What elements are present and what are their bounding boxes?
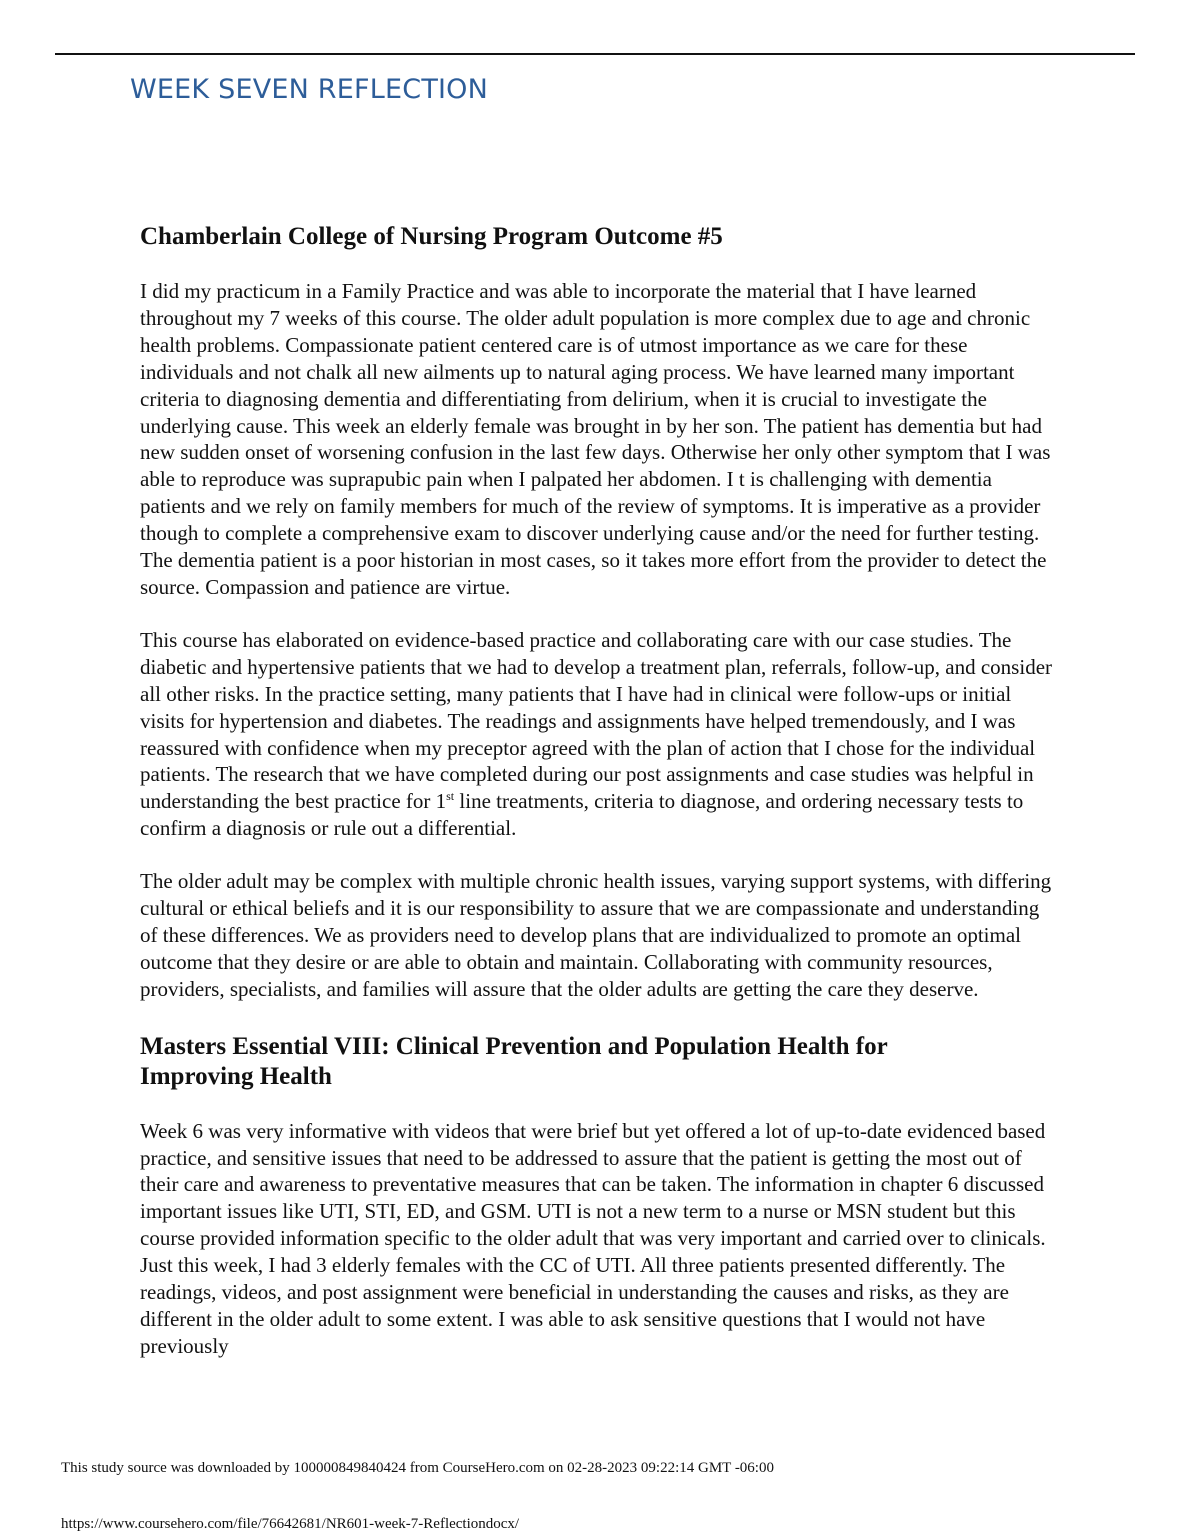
paragraph-evidence-based-practice bbox=[140, 627, 1060, 842]
paragraph-evidence-text-start: This course has elaborated on evidence-based practice and collaborating care with our case studies. The diabetic and hypertensive patients that we had to develop a treatment plan, referrals, follow-up, and consider all other risks. In the practice setting, many patients that I have had in clinical were follow-ups or initial visits for hypertension and diabetes. The readings and assignments have helped tremendously, and I was reassured with confidence when my preceptor agreed with the plan of action that I chose for the individual patients. The research that we have completed during our post assignments and case studies was helpful in understanding the best practice for 1 bbox=[140, 627, 1053, 814]
paragraph-practicum: I did my practicum in a Family Practice and was able to incorporate the material that I have learned throughout my 7 weeks of this course. The older adult population is more complex due to age and chronic health problems. Compassionate patient centered care is of utmost importance as we care for these individuals and not chalk all new ailments up to natural aging process. We have learned many important criteria to diagnosing dementia and differentiating from delirium, when it is crucial to investigate the underlying cause. This week an elderly female was brought in by her son. The patient has dementia but had new sudden onset of worsening confusion in the last few days. Otherwise her only other symptom that I was able to reproduce was suprapubic pain when I palpated her abdomen. I t is challenging with dementia patients and we rely on family members for much of the review of symptoms. It is imperative as a provider though to complete a comprehensive exam to discover underlying cause and/or the need for further testing. The dementia patient is a poor historian in most cases, so it takes more effort from the provider to detect the source. Compassion and patience are virtue. bbox=[140, 279, 1051, 599]
source-url[interactable]: https://www.coursehero.com/file/76642681/NR601-week-7-Reflectiondocx/ bbox=[61, 1516, 520, 1532]
document-title: WEEK SEVEN REFLECTION bbox=[130, 74, 489, 105]
ordinal-superscript: st bbox=[446, 789, 455, 804]
paragraph-evidence-text-end: line treatments, criteria to diagnose, and ordering necessary tests to confirm a diagnosis or rule out a differential. bbox=[140, 789, 1024, 841]
heading-line-1: Masters Essential VIII: Clinical Prevention and Population Health for bbox=[140, 1032, 888, 1060]
section-heading-program-outcome: Chamberlain College of Nursing Program Outcome #5 bbox=[140, 223, 723, 250]
document-body bbox=[140, 222, 1060, 1360]
section-heading-masters-essential bbox=[140, 1032, 1060, 1092]
download-source-note: This study source was downloaded by 100000849840424 from CourseHero.com on 02-28-2023 09:22:14 GMT -06:00 bbox=[61, 1460, 774, 1476]
header-rule bbox=[55, 53, 1135, 55]
paragraph-week-6: Week 6 was very informative with videos that were brief but yet offered a lot of up-to-date evidenced based practice, and sensitive issues that need to be addressed to assure that the patient is getting the most out of their care and awareness to preventative measures that can be taken. The information in chapter 6 discussed important issues like UTI, STI, ED, and GSM. UTI is not a new term to a nurse or MSN student but this course provided information specific to the older adult that was very important and carried over to clinicals. Just this week, I had 3 elderly females with the CC of UTI. All three patients presented differently. The readings, videos, and post assignment were beneficial in understanding the causes and risks, as they are different in the older adult to some extent. I was able to ask sensitive questions that I would not have previously bbox=[140, 1118, 1046, 1358]
paragraph-older-adult: The older adult may be complex with multiple chronic health issues, varying support systems, with differing cultural or ethical beliefs and it is our responsibility to assure that we are compassionate and understanding of these differences. We as providers need to develop plans that are individualized to promote an optimal outcome that they desire or are able to obtain and maintain. Collaborating with community resources, providers, specialists, and families will assure that the older adults are getting the care they deserve. bbox=[140, 869, 1052, 1001]
heading-line-2: Improving Health bbox=[140, 1062, 332, 1090]
